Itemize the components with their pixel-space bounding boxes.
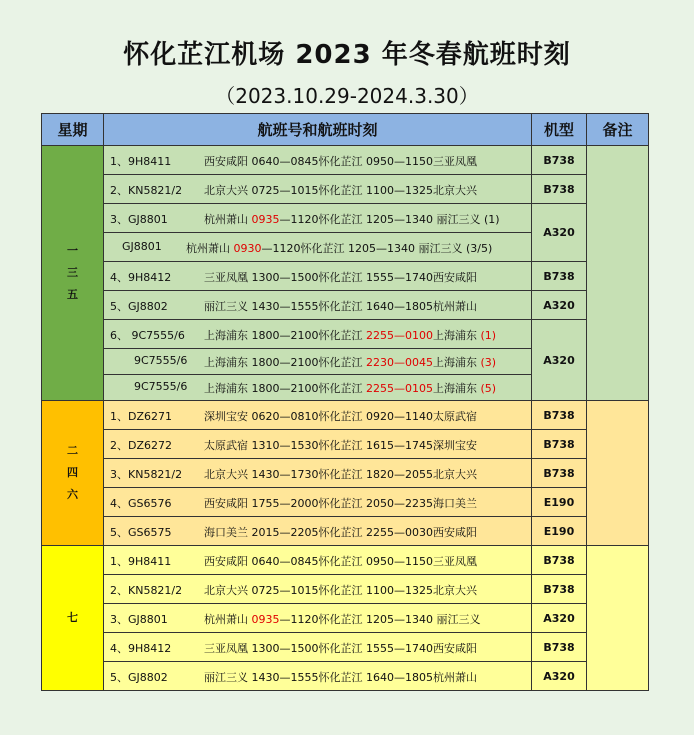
flight-cell: [104, 662, 532, 691]
route-note: (5): [480, 382, 497, 395]
flight-number: 6、 9C7555/6: [110, 329, 185, 342]
route-part: 上海浦东: [432, 329, 481, 342]
route-part: —1120怀化芷江 1205—1340 丽江三义 (3/5): [261, 242, 493, 255]
route-highlight: 0930: [233, 242, 262, 255]
page-title: 怀化芷江机场 2023 年冬春航班时刻: [123, 40, 571, 70]
table-row: [42, 320, 649, 349]
aircraft-cell: B738: [532, 633, 587, 662]
table-row: [42, 662, 649, 691]
route-highlight: 2255—0100: [365, 329, 433, 342]
flight-route: 三亚凤凰 1300—1500怀化芷江 1555—1740西安咸阳: [204, 271, 477, 284]
table-row: [42, 459, 649, 488]
day-char: 二: [67, 444, 78, 457]
table-row: [42, 575, 649, 604]
flight-number: 5、GS6575: [110, 526, 172, 539]
flight-route: 北京大兴 0725—1015怀化芷江 1100—1325北京大兴: [204, 584, 477, 597]
group-mon-wed-fri: [42, 146, 649, 401]
flight-route: [204, 327, 496, 343]
aircraft-cell: E190: [532, 517, 587, 546]
table-row: [42, 175, 649, 204]
flight-route: 三亚凤凰 1300—1500怀化芷江 1555—1740西安咸阳: [204, 642, 477, 655]
flight-route: 丽江三义 1430—1555怀化芷江 1640—1805杭州萧山: [204, 671, 477, 684]
schedule-table: [41, 113, 649, 691]
route-part: 杭州萧山: [204, 213, 252, 226]
aircraft-cell: E190: [532, 488, 587, 517]
day-char: 五: [67, 288, 78, 301]
flight-cell: [104, 401, 532, 430]
route-note: (3): [480, 356, 497, 369]
route-part: —1120怀化芷江 1205—1340 丽江三义 (1): [279, 213, 500, 226]
table-row: [42, 517, 649, 546]
flight-cell: [104, 546, 532, 575]
flight-number: 2、DZ6272: [110, 439, 172, 452]
flight-route: [186, 240, 492, 256]
route-part: 上海浦东 1800—2100怀化芷江: [204, 329, 366, 342]
flight-number: GJ8801: [122, 240, 162, 253]
day-cell: [42, 546, 104, 691]
flight-cell: [104, 375, 532, 401]
aircraft-cell: B738: [532, 430, 587, 459]
flight-route: 西安咸阳 0640—0845怀化芷江 0950—1150三亚凤凰: [204, 155, 477, 168]
flight-cell: [104, 175, 532, 204]
header-day: 星期: [42, 114, 104, 146]
table-row: [42, 546, 649, 575]
table-row: [42, 430, 649, 459]
remark-cell: [587, 401, 649, 546]
route-highlight: 0935: [251, 213, 280, 226]
remark-cell: [587, 546, 649, 691]
route-highlight: 0935: [251, 613, 280, 626]
flight-number: 5、GJ8802: [110, 671, 168, 684]
aircraft-cell: B738: [532, 262, 587, 291]
flight-route: 深圳宝安 0620—0810怀化芷江 0920—1140太原武宿: [204, 410, 477, 423]
aircraft-cell: A320: [532, 291, 587, 320]
day-cell: [42, 401, 104, 546]
flight-cell: [104, 262, 532, 291]
flight-cell: [104, 320, 532, 349]
flight-cell: [104, 291, 532, 320]
aircraft-cell: B738: [532, 546, 587, 575]
table-row: [42, 204, 649, 233]
remark-cell: [587, 146, 649, 401]
flight-route: [204, 211, 500, 227]
page-subtitle: （2023.10.29-2024.3.30）: [215, 84, 479, 108]
flight-number: 2、KN5821/2: [110, 184, 183, 197]
route-part: 上海浦东: [432, 382, 481, 395]
flight-cell: [104, 430, 532, 459]
route-highlight: 2230—0045: [365, 356, 433, 369]
flight-number: 1、DZ6271: [110, 410, 172, 423]
table-row: [42, 604, 649, 633]
flight-route: 海口美兰 2015—2205怀化芷江 2255—0030西安咸阳: [204, 526, 477, 539]
flight-number: 5、GJ8802: [110, 300, 168, 313]
flight-number: 3、GJ8801: [110, 613, 168, 626]
day-char: 七: [67, 611, 78, 624]
route-part: 杭州萧山: [186, 242, 234, 255]
day-char: 一: [67, 244, 78, 257]
flight-cell: [104, 349, 532, 375]
flight-cell: [104, 146, 532, 175]
route-highlight: 2255—0105: [365, 382, 433, 395]
header-aircraft: 机型: [532, 114, 587, 146]
day-char: 六: [67, 488, 78, 501]
flight-number: 3、GJ8801: [110, 213, 168, 226]
header-flight: 航班号和航班时刻: [104, 114, 532, 146]
flight-route: 西安咸阳 0640—0845怀化芷江 0950—1150三亚凤凰: [204, 555, 477, 568]
aircraft-cell: A320: [532, 204, 587, 262]
flight-cell: [104, 633, 532, 662]
flight-number: 4、GS6576: [110, 497, 172, 510]
group-tue-thu-sat: [42, 401, 649, 546]
header-row: [42, 114, 649, 146]
table-row: [42, 633, 649, 662]
flight-cell: [104, 517, 532, 546]
flight-cell: [104, 204, 532, 233]
aircraft-cell: B738: [532, 401, 587, 430]
flight-number: 2、KN5821/2: [110, 584, 183, 597]
day-char: 三: [67, 266, 78, 279]
table-row: [42, 401, 649, 430]
header-remark: 备注: [587, 114, 649, 146]
route-part: 上海浦东 1800—2100怀化芷江: [204, 382, 366, 395]
aircraft-cell: B738: [532, 146, 587, 175]
flight-route: [204, 380, 496, 396]
aircraft-cell: A320: [532, 320, 587, 401]
day-cell: [42, 146, 104, 401]
flight-route: 西安咸阳 1755—2000怀化芷江 2050—2235海口美兰: [204, 497, 477, 510]
flight-cell: [104, 575, 532, 604]
flight-route: 北京大兴 0725—1015怀化芷江 1100—1325北京大兴: [204, 184, 477, 197]
flight-route: [204, 354, 496, 370]
route-part: 上海浦东: [432, 356, 481, 369]
aircraft-cell: A320: [532, 662, 587, 691]
flight-route: 丽江三义 1430—1555怀化芷江 1640—1805杭州萧山: [204, 300, 477, 313]
flight-number: 4、9H8412: [110, 642, 172, 655]
flight-cell: [104, 604, 532, 633]
table-row: [42, 291, 649, 320]
flight-route: 太原武宿 1310—1530怀化芷江 1615—1745深圳宝安: [204, 439, 477, 452]
route-note: (1): [480, 329, 497, 342]
flight-number: 4、9H8412: [110, 271, 172, 284]
aircraft-cell: A320: [532, 604, 587, 633]
aircraft-cell: B738: [532, 175, 587, 204]
flight-route: 北京大兴 1430—1730怀化芷江 1820—2055北京大兴: [204, 468, 477, 481]
flight-cell: [104, 459, 532, 488]
flight-cell: [104, 233, 532, 262]
flight-cell: [104, 488, 532, 517]
aircraft-cell: B738: [532, 575, 587, 604]
flight-number: 1、9H8411: [110, 555, 172, 568]
flight-number: 3、KN5821/2: [110, 468, 183, 481]
table-row: [42, 488, 649, 517]
route-part: —1120怀化芷江 1205—1340 丽江三义: [279, 613, 481, 626]
aircraft-cell: B738: [532, 459, 587, 488]
flight-route: [204, 611, 480, 627]
group-sunday: [42, 546, 649, 691]
table-row: [42, 262, 649, 291]
day-char: 四: [67, 466, 78, 479]
flight-number: 9C7555/6: [134, 354, 188, 367]
route-part: 杭州萧山: [204, 613, 252, 626]
table-row: [42, 146, 649, 175]
flight-number: 9C7555/6: [134, 380, 188, 393]
flight-number: 1、9H8411: [110, 155, 172, 168]
route-part: 上海浦东 1800—2100怀化芷江: [204, 356, 366, 369]
